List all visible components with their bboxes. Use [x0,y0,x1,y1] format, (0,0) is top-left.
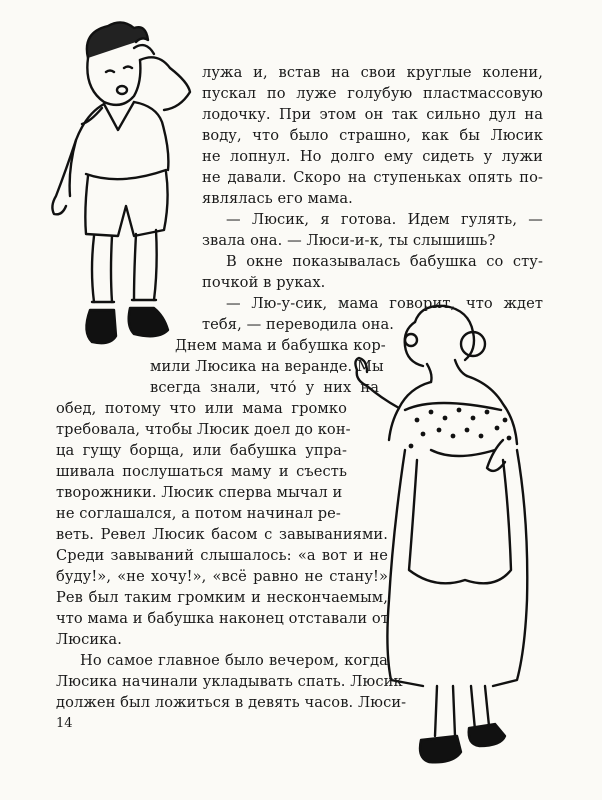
text-line: воду, что было страшно, как бы Люсик [202,127,543,144]
text-line: Люсика. [56,631,122,648]
text-line: буду!», «не хочу!», «всё равно не стану!» [56,568,388,585]
text-line: Днем мама и бабушка кор- [175,337,386,354]
text-line: являлась его мама. [202,190,353,207]
text-line: творожники. Люсик сперва мычал и [56,484,343,501]
text-line: должен был ложиться в девять часов. Люси- [56,694,407,711]
text-line: Рев был таким громким и нескончаемым, [56,589,388,606]
text-line: мили Люсика на веранде. Мы [150,358,384,375]
text-line: не соглашался, а потом начинал ре- [56,505,341,522]
text-line: — Лю-у-сик, мама говорит, что ждет [226,295,543,312]
text-line: шивала послушаться маму и съесть [56,463,347,480]
text-line: не лопнул. Но долго ему сидеть у лужи [202,148,543,165]
text-line: не давали. Скоро на ступеньках опять по- [202,169,543,186]
text-line: Люсика начинали укладывать спать. Люсик [56,673,403,690]
text-line: В окне показывалась бабушка со сту- [226,253,543,270]
text-line: почкой в руках. [202,274,326,291]
text-line: тебя, — переводила она. [202,316,395,333]
text-line: лодочку. При этом он так сильно дул на [202,106,543,123]
boy-illustration [30,10,210,355]
text-line: обед, потому что или мама громко [56,400,347,417]
text-line: пускал по луже голубую пластмассовую [202,85,543,102]
text-line: веть. Ревел Люсик басом с завываниями. [56,526,388,543]
text-line: Среди завываний слышалось: «а вот и не [56,547,388,564]
text-line: — Люсик, я готова. Идем гулять, — [226,211,543,228]
text-line: требовала, чтобы Люсик доел до кон- [56,421,351,438]
page-number: 14 [56,716,73,731]
text-line: лужа и, встав на свои круглые колени, [202,64,543,81]
text-line: Но самое главное было вечером, когда [80,652,388,669]
text-line: ца гущу борща, или бабушка упра- [56,442,347,459]
text-line: звала она. — Люси-и-к, ты слышишь? [202,232,496,249]
text-line: что мама и бабушка наконец отставали от [56,610,389,627]
text-line: всегда знали, что́ у них на [150,379,379,396]
